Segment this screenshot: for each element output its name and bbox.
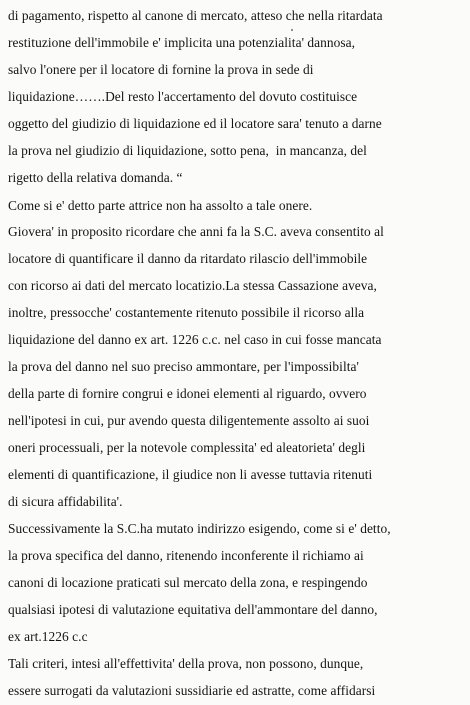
text-line: con ricorso ai dati del mercato locatizio.La stessa Cassazione aveva, bbox=[8, 278, 377, 293]
text-line: liquidazione…….Del resto l'accertamento del dovuto costituisce bbox=[8, 89, 358, 104]
text-line: liquidazione del danno ex art. 1226 c.c. nel caso in cui fosse mancata bbox=[8, 332, 382, 347]
text-line: Come si e' detto parte attrice non ha assolto a tale onere. bbox=[8, 198, 313, 213]
text-line: di pagamento, rispetto al canone di mercato, atteso che nella ritardata bbox=[8, 8, 383, 23]
text-line: elementi di quantificazione, il giudice non li avesse tuttavia ritenuti bbox=[8, 467, 373, 482]
text-line: oneri processuali, per la notevole complessita' ed aleatorieta' degli bbox=[8, 440, 366, 455]
text-line: rigetto della relativa domanda. “ bbox=[8, 170, 183, 185]
text-line: essere surrogati da valutazioni sussidiarie ed astratte, come affidarsi bbox=[8, 683, 376, 698]
text-line: salvo l'onere per il locatore di fornine la prova in sede di bbox=[8, 62, 314, 77]
text-line: restituzione dell'immobile e' implicita una potenzialita' dannosa, bbox=[8, 35, 356, 50]
text-line: Tali criteri, intesi all'effettivita' della prova, non possono, dunque, bbox=[8, 656, 364, 671]
text-line: locatore di quantificare il danno da ritardato rilascio dell'immobile bbox=[8, 251, 368, 266]
text-line: di sicura affidabilita'. bbox=[8, 494, 123, 509]
text-line: della parte di fornire congrui e idonei elementi al riguardo, ovvero bbox=[8, 386, 367, 401]
text-line: la prova nel giudizio di liquidazione, sotto pena, in mancanza, del bbox=[8, 143, 367, 158]
text-line: Giovera' in proposito ricordare che anni fa la S.C. aveva consentito al bbox=[8, 224, 384, 239]
text-line: nell'ipotesi in cui, pur avendo questa diligentemente assolto ai suoi bbox=[8, 413, 370, 428]
text-line: canoni di locazione praticati sul mercato della zona, e respingendo bbox=[8, 575, 368, 590]
text-line: ex art.1226 c.c bbox=[8, 629, 88, 644]
text-line: oggetto del giudizio di liquidazione ed il locatore sara' tenuto a darne bbox=[8, 116, 382, 131]
text-line: la prova specifica del danno, ritenendo inconferente il richiamo ai bbox=[8, 548, 364, 563]
text-line: Successivamente la S.C.ha mutato indirizzo esigendo, come si e' detto, bbox=[8, 521, 391, 536]
text-line: qualsiasi ipotesi di valutazione equitativa dell'ammontare del danno, bbox=[8, 602, 378, 617]
text-line: inoltre, pressocche' costantemente ritenuto possibile il ricorso alla bbox=[8, 305, 365, 320]
text-line: la prova del danno nel suo preciso ammontare, per l'impossibilta' bbox=[8, 359, 359, 374]
scan-speck bbox=[291, 29, 293, 31]
